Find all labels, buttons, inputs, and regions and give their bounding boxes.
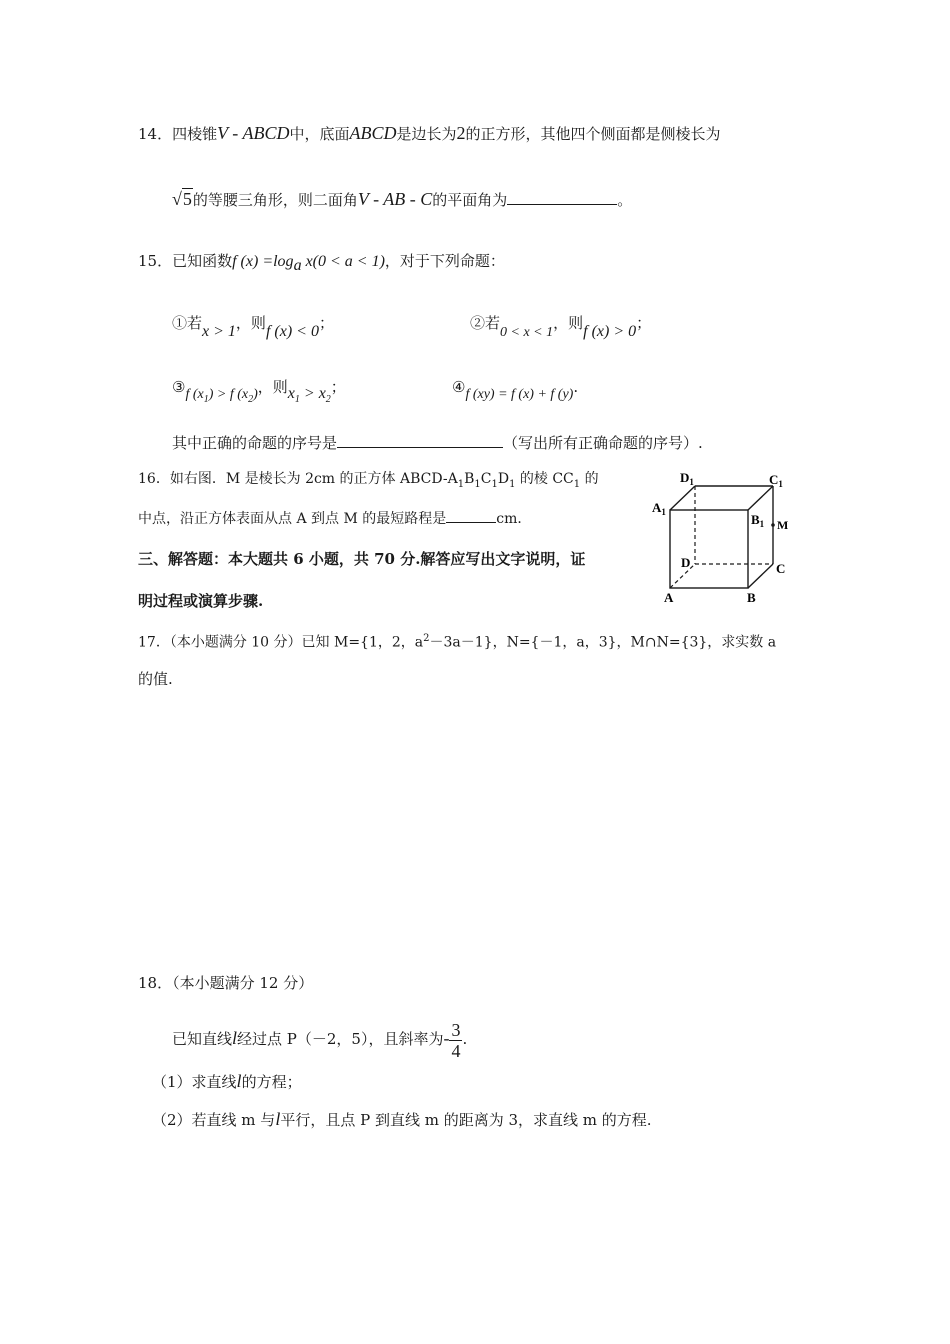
q14-answer-blank — [507, 190, 617, 205]
q15-line1: 15．已知函数f $(x) =\log_a$ x(0 < a < 1)，对于下列命题： — [138, 252, 505, 274]
label-m: M — [777, 518, 789, 532]
q15-answer-line: 其中正确的命题的序号是 （写出所有正确命题的序号）. — [172, 434, 703, 452]
label-a: A — [664, 590, 674, 605]
q16-answer-blank — [446, 508, 496, 523]
cube-figure — [650, 466, 800, 610]
label-b1: $B_1$ — [751, 512, 765, 529]
edge-b-c — [748, 564, 773, 588]
q14-line2: √5的等腰三角形，则二面角V - AB - C的平面角为 。 — [172, 189, 633, 209]
q15-number: 15． — [138, 252, 173, 270]
q15-prop4: ④f (xy) = f (x) + f (y). — [452, 378, 579, 402]
q18-part1: （1）求直线l的方程； — [152, 1071, 302, 1091]
label-c: C — [776, 561, 786, 576]
q16-line2: 中点，沿正方体表面从点 A 到点 M 的最短路程是 cm． — [138, 508, 531, 530]
sqrt-5: √5 — [172, 189, 192, 209]
q14-number: 14． — [138, 125, 173, 143]
q15-prop3: ③f $(x_1) > f$ $(x_2)$，则$x_1 > x_2$； — [172, 378, 346, 406]
section3-line2: 明过程或演算步骤. — [138, 592, 264, 610]
q15-answer-blank — [337, 433, 503, 448]
q18-line1: 已知直线l经过点 P（－2，5），且斜率为- $\frac{3}{4}$ . — [172, 1019, 468, 1061]
label-c1: $C_1$ — [769, 472, 783, 489]
slope-fraction: $\frac{3}{4}$ — [451, 1019, 461, 1061]
q16-line1: 16．如右图．M 是棱长为 2cm 的正方体 ABCD-$A_1B_1C_1D_1$ 的棱 $CC_1$ 的 — [138, 471, 599, 490]
label-d1: $D_1$ — [680, 470, 694, 487]
q17-line2: 的值. — [138, 670, 173, 688]
label-a1: $A_1$ — [652, 500, 666, 517]
q18-heading: 18．（本小题满分 12 分） — [138, 974, 314, 992]
q15-prop2: ②若0 < x < 1，则f (x) > 0； — [470, 314, 652, 340]
section3-line1: 三、解答题：本大题共 6 小题，共 70 分.解答应写出文字说明，证 — [138, 550, 586, 568]
q14-line1: 14．四棱锥V - ABCD中，底面ABCD是边长为2的正方形，其他四个侧面都是侧棱长为 — [138, 123, 721, 143]
q17-line1: 17．（本小题满分 10 分）已知 M={1，2，$a^2-3a-1$}，N={－1，a，3}，M∩N={3}，求实数 a — [138, 633, 777, 651]
edge-a1-d1 — [670, 486, 695, 510]
point-m — [771, 523, 775, 527]
label-b: B — [747, 590, 756, 605]
edge-b1-c1 — [748, 486, 773, 510]
q18-part2: （2）若直线 m 与l平行，且点 P 到直线 m 的距离为 3，求直线 m 的方程. — [152, 1109, 652, 1129]
label-d: D — [681, 555, 691, 570]
q15-prop1: ①若x > 1，则f (x) < 0； — [172, 314, 334, 340]
q16-number: 16． — [138, 471, 170, 487]
